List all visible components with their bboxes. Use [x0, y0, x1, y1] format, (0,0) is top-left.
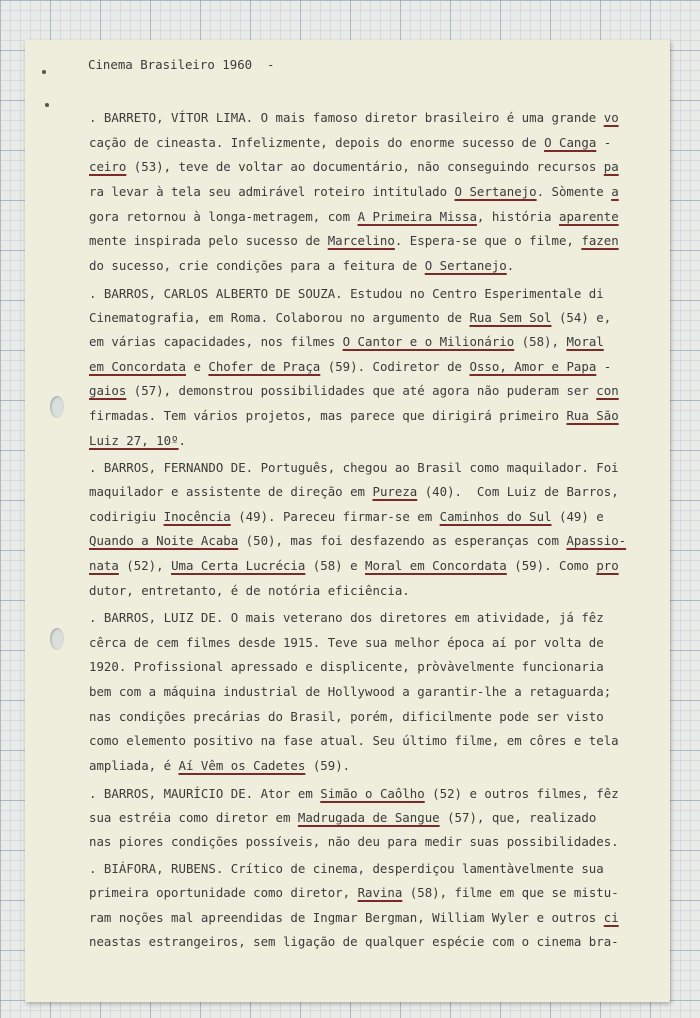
text-segment: mente inspirada pelo sucesso de	[89, 233, 328, 248]
underlined-title: pa	[603, 159, 619, 174]
underlined-title: Uma Certa Lucrécia	[171, 558, 306, 573]
underlined-title: Chofer de Praça	[208, 359, 321, 374]
text-segment: cação de cineasta. Infelizmente, depois do enorme sucesso de	[89, 135, 545, 150]
text-segment: primeira oportunidade como diretor,	[89, 885, 358, 900]
text-line	[89, 657, 639, 677]
text-line	[89, 883, 639, 903]
text-segment: . BARRETO, VÍTOR LIMA. O mais famoso diretor brasileiro é uma grande	[89, 110, 604, 125]
text-line	[89, 608, 639, 628]
text-segment: (57), que, realizado	[439, 810, 597, 825]
text-segment: em várias capacidades, nos filmes	[89, 334, 343, 349]
ink-mark	[45, 103, 49, 107]
text-line	[89, 431, 639, 451]
text-segment: (52) e outros filmes, fêz	[424, 786, 619, 801]
text-segment: .	[178, 433, 186, 448]
text-line	[89, 207, 639, 227]
text-segment: nas condições precárias do Brasil, porém, dificilmente pode ser visto	[89, 709, 604, 724]
text-segment: gora retornou à longa-metragem, com	[89, 209, 358, 224]
text-line	[89, 808, 639, 828]
text-segment: ra levar à tela seu admirável roteiro intitulado	[89, 184, 455, 199]
text-segment: (57), demonstrou possibilidades que até agora não puderam ser	[126, 383, 597, 398]
underlined-title: aparente	[558, 209, 619, 224]
underlined-title: em Concordata	[89, 359, 186, 374]
text-segment: -	[596, 359, 612, 374]
underlined-title: Quando a Noite Acaba	[89, 533, 239, 548]
underlined-title: Pureza	[372, 484, 418, 499]
text-line	[89, 381, 639, 401]
text-line	[89, 406, 639, 426]
underlined-title: Moral em Concordata	[365, 558, 507, 573]
text-segment: (49). Pareceu firmar-se em	[230, 509, 440, 524]
text-line	[89, 482, 639, 502]
text-segment: , história	[476, 209, 559, 224]
text-line	[89, 682, 639, 702]
ink-mark	[42, 70, 46, 74]
text-line	[89, 731, 639, 751]
page-header: Cinema Brasileiro 1960 -	[88, 57, 275, 72]
underlined-title: vo	[603, 110, 619, 125]
text-segment: .	[506, 258, 515, 273]
text-segment: (59). Como	[506, 558, 597, 573]
text-segment: -	[596, 135, 612, 150]
underlined-title: gaios	[89, 383, 127, 398]
underlined-title: a	[611, 184, 619, 199]
text-segment: dutor, entretanto, é de notória eficiência.	[89, 583, 410, 598]
text-segment: Cinematografia, em Roma. Colaborou no argumento de	[89, 310, 470, 325]
underlined-title: O Sertanejo	[424, 258, 507, 273]
punch-hole-lower	[50, 628, 64, 650]
text-segment: como elemento positivo na fase atual. Seu último filme, em côres e tela	[89, 733, 619, 748]
text-line	[89, 308, 639, 328]
text-line	[89, 231, 639, 251]
text-segment: maquilador e assistente de direção em	[89, 484, 373, 499]
text-segment: . Espera-se que o filme,	[394, 233, 582, 248]
text-segment: (49) e	[551, 509, 604, 524]
text-line	[89, 182, 639, 202]
text-segment: cêrca de cem filmes desde 1915. Teve sua melhor época aí por volta de	[89, 635, 604, 650]
text-segment: . BIÁFORA, RUBENS. Crítico de cinema, desperdiçou lamentàvelmente sua	[89, 861, 604, 876]
text-line	[89, 256, 639, 276]
text-segment: . BARROS, FERNANDO DE. Português, chegou ao Brasil como maquilador. Foi	[89, 460, 619, 475]
text-segment: (58), filme em que se mistu-	[402, 885, 619, 900]
text-segment: nas piores condições possíveis, não deu para medir suas possibilidades.	[89, 834, 619, 849]
text-segment: (40). Com Luiz de Barros,	[417, 484, 619, 499]
text-segment: (58) e	[305, 558, 366, 573]
punch-hole-upper	[50, 396, 64, 418]
text-segment: sua estréia como diretor em	[89, 810, 298, 825]
text-segment: (59).	[305, 758, 351, 773]
text-segment: firmadas. Tem vários projetos, mas parece que dirigirá primeiro	[89, 408, 567, 423]
underlined-title: Inocência	[163, 509, 231, 524]
text-line	[89, 458, 639, 478]
text-line	[89, 581, 639, 601]
text-segment: . BARROS, MAURÍCIO DE. Ator em	[89, 786, 321, 801]
text-segment: (54) e,	[551, 310, 612, 325]
text-line	[89, 357, 639, 377]
text-segment: 1920. Profissional apressado e displicente, pròvàvelmente funcionaria	[89, 659, 604, 674]
underlined-title: Apassio-	[566, 533, 627, 548]
text-line	[89, 531, 639, 551]
text-line	[89, 507, 639, 527]
text-segment: e	[185, 359, 209, 374]
underlined-title: Osso, Amor e Papa	[469, 359, 597, 374]
underlined-title: ceiro	[89, 159, 127, 174]
text-segment: . BARROS, CARLOS ALBERTO DE SOUZA. Estudou no Centro Esperimentale di	[89, 286, 604, 301]
text-line	[89, 908, 639, 928]
underlined-title: Moral	[566, 334, 604, 349]
underlined-title: Madrugada de Sangue	[297, 810, 440, 825]
text-line	[89, 859, 639, 879]
underlined-title: Caminhos do Sul	[439, 509, 552, 524]
underlined-title: Simão o Caôlho	[320, 786, 425, 801]
underlined-title: ci	[603, 910, 619, 925]
text-line	[89, 108, 639, 128]
underlined-title: Marcelino	[327, 233, 395, 248]
text-segment: (52),	[118, 558, 172, 573]
text-line	[89, 157, 639, 177]
underlined-title: Aí Vêm os Cadetes	[178, 758, 306, 773]
text-segment: (53), teve de voltar ao documentário, não conseguindo recursos	[126, 159, 604, 174]
underlined-title: Rua Sem Sol	[469, 310, 552, 325]
text-line	[89, 332, 639, 352]
text-segment: ampliada, é	[89, 758, 179, 773]
text-line	[89, 832, 639, 852]
text-line	[89, 284, 639, 304]
underlined-title: Rua São	[566, 408, 619, 423]
text-segment: (50), mas foi desfazendo as esperanças com	[238, 533, 567, 548]
text-segment: (59). Codiretor de	[320, 359, 470, 374]
text-segment: do sucesso, crie condições para a feitura de	[89, 258, 425, 273]
text-segment: neastas estrangeiros, sem ligação de qualquer espécie com o cinema bra-	[89, 934, 619, 949]
underlined-title: pro	[596, 558, 619, 573]
text-line	[89, 707, 639, 727]
text-segment: . BARROS, LUIZ DE. O mais veterano dos diretores em atividade, já fêz	[89, 610, 604, 625]
text-line	[89, 133, 639, 153]
text-line	[89, 756, 639, 776]
underlined-title: O Sertanejo	[454, 184, 537, 199]
underlined-title: nata	[89, 558, 119, 573]
text-line	[89, 633, 639, 653]
underlined-title: O Canga	[544, 135, 597, 150]
text-segment: ram noções mal apreendidas de Ingmar Bergman, William Wyler e outros	[89, 910, 604, 925]
text-segment: codirigiu	[89, 509, 164, 524]
underlined-title: con	[596, 383, 619, 398]
text-segment: (58),	[514, 334, 567, 349]
text-line	[89, 784, 639, 804]
text-line	[89, 556, 639, 576]
underlined-title: fazen	[581, 233, 619, 248]
text-segment: bem com a máquina industrial de Hollywood a garantir-lhe a retaguarda;	[89, 684, 612, 699]
underlined-title: O Cantor e o Milionário	[342, 334, 515, 349]
underlined-title: Ravina	[357, 885, 403, 900]
underlined-title: Luiz 27, 10º	[89, 433, 179, 448]
underlined-title: A Primeira Missa	[357, 209, 477, 224]
text-segment: . Sòmente	[536, 184, 612, 199]
text-line	[89, 932, 639, 952]
